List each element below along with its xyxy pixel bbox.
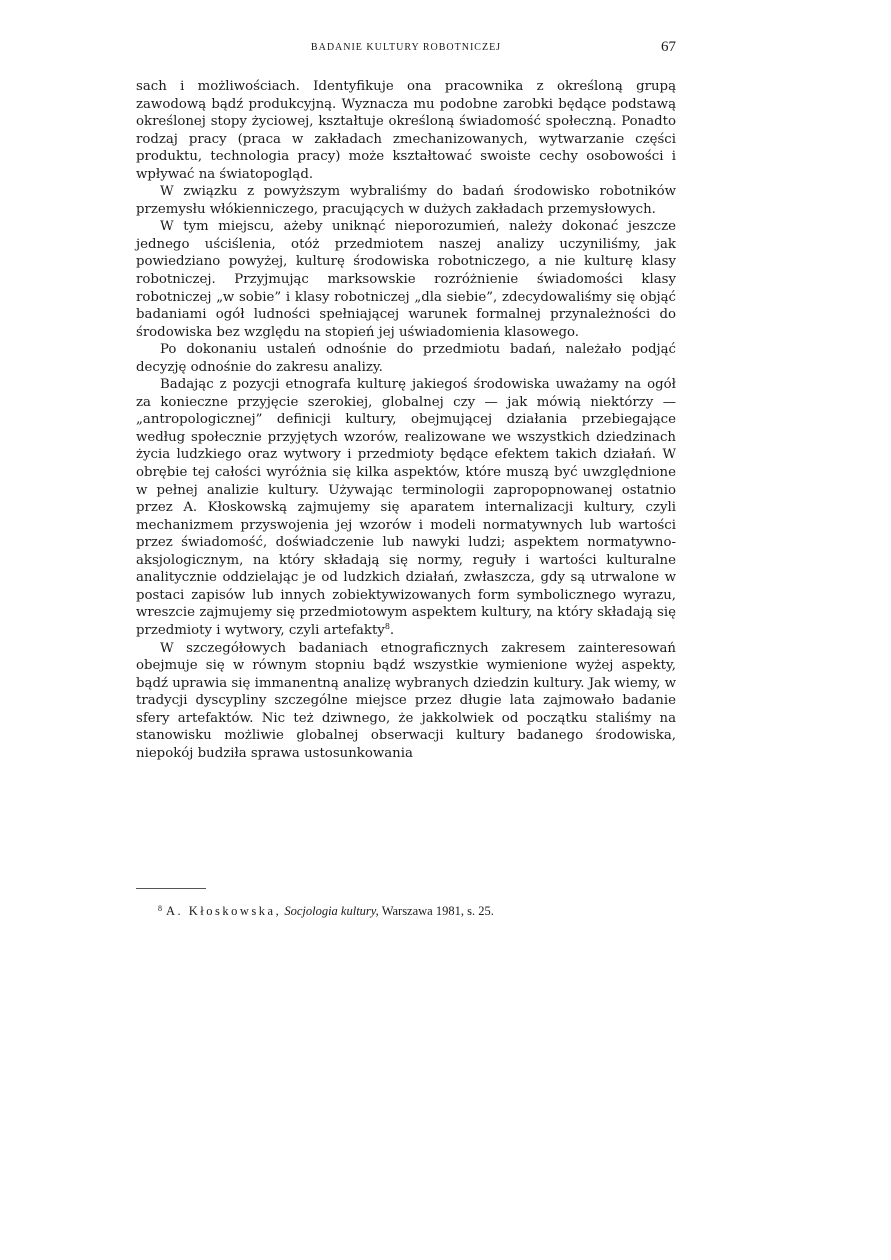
footnote-reference: 8 xyxy=(384,621,390,631)
main-text xyxy=(136,78,676,762)
paragraph: W związku z powyższym wybraliśmy do badań środowisko robotników przemysłu włókienniczego, pracujących w dużych zakładach przemysłowych. xyxy=(136,184,676,217)
paragraph: sach i możliwościach. Identyfikuje ona pracownika z określoną grupą zawodową bądź produkcyjną. Wyznacza mu podobne zarobki będące podstawą określonej stopy życiowej, kształtuje określoną świadomość społeczną. Ponadto rodzaj pracy (praca w zakładach zmechanizowanych, wytwarzanie części produktu, technologia pracy) może kształtować swoiste cechy osobowości i wpływać na światopogląd. xyxy=(136,79,676,182)
footnote-rest: Warszawa 1981, s. 25. xyxy=(381,904,494,918)
paragraph: Po dokonaniu ustaleń odnośnie do przedmiotu badań, należało podjąć decyzję odnośnie do zakresu analizy. xyxy=(136,342,676,375)
paragraph: W tym miejscu, ażeby uniknąć nieporozumień, należy dokonać jeszcze jednego uściślenia, otóż przedmiotem naszej analizy uczyniliśmy, jak powiedziano powyżej, kulturę środowiska robotniczego, a nie kulturę klasy robotniczej. Przyjmując marksowskie rozróżnienie świadomości klasy robotniczej „w sobie” i klasy robotniczej „dla siebie”, zdecydowaliśmy się objąć badaniami ogół ludności spełniającej warunek formalnej przynależności do środowiska bez względu na stopień jej uświadomienia klasowego. xyxy=(136,219,676,340)
footnote-marker: 8 xyxy=(158,904,162,913)
footnote-author: A. Kłoskowska, xyxy=(166,904,282,918)
footnote-divider xyxy=(136,888,206,889)
paragraph-text: Badając z pozycji etnografa kulturę jakiegoś środowiska uważamy na ogół za konieczne przyjęcie szerokiej, globalnej czy — jak mówią niektórzy — „antropologicznej” definicji kultury, obejmującej działania przebiegające według społecznie przyjętych wzorów, realizowane we wszystkich dziedzinach życia ludzkiego oraz wytwory i przedmioty będące efektem takich działań. W obrębie tej całości wyróżnia się kilka aspektów, które muszą być uwzględnione w pełnej analizie kultury. Używając terminologii zapropopnowanej ostatnio przez A. Kłoskowską zajmujemy się aparatem internalizacji kultury, czyli mechanizmem przyswojenia jej wzorów i modeli normatywnych lub wartości przez świadomość, doświadczenie lub nawyki ludzi; aspektem normatywno-aksjologicznym, na który składają się normy, reguły i wartości kulturalne analitycznie oddzielając je od ludzkich działań, zwłaszcza, gdy są utrwalone w postaci zapisów lub innych zobiektywizowanych form symbolicznego wyrazu, wreszcie zajmujemy się przedmiotowym aspektem kultury, na który składają się przedmioty i wytwory, czyli artefakty xyxy=(136,377,676,638)
footnote xyxy=(158,904,678,919)
footnote-ref-trailing: . xyxy=(389,622,395,638)
page-header xyxy=(136,39,676,62)
paragraph xyxy=(136,376,676,639)
page-number: 67 xyxy=(661,39,676,55)
paragraph: W szczegółowych badaniach etnograficznych zakresem zainteresowań obejmuje się w równym stopniu bądź wszystkie wymienione wyżej aspekty, bądź uprawia się immanentną analizę wybranych dziedzin kultury. Jak wiemy, w tradycji dyscypliny szczególne miejsce przez długie lata zajmowało badanie sfery artefaktów. Nic też dziwnego, że jakkolwiek od początku staliśmy na stanowisku możliwie globalnej obserwacji kultury badanego środowiska, niepokój budziła sprawa ustosunkowania xyxy=(136,640,676,761)
running-title: BADANIE KULTURY ROBOTNICZEJ xyxy=(310,42,502,53)
footnote-title: Socjologia kultury, xyxy=(284,904,379,918)
